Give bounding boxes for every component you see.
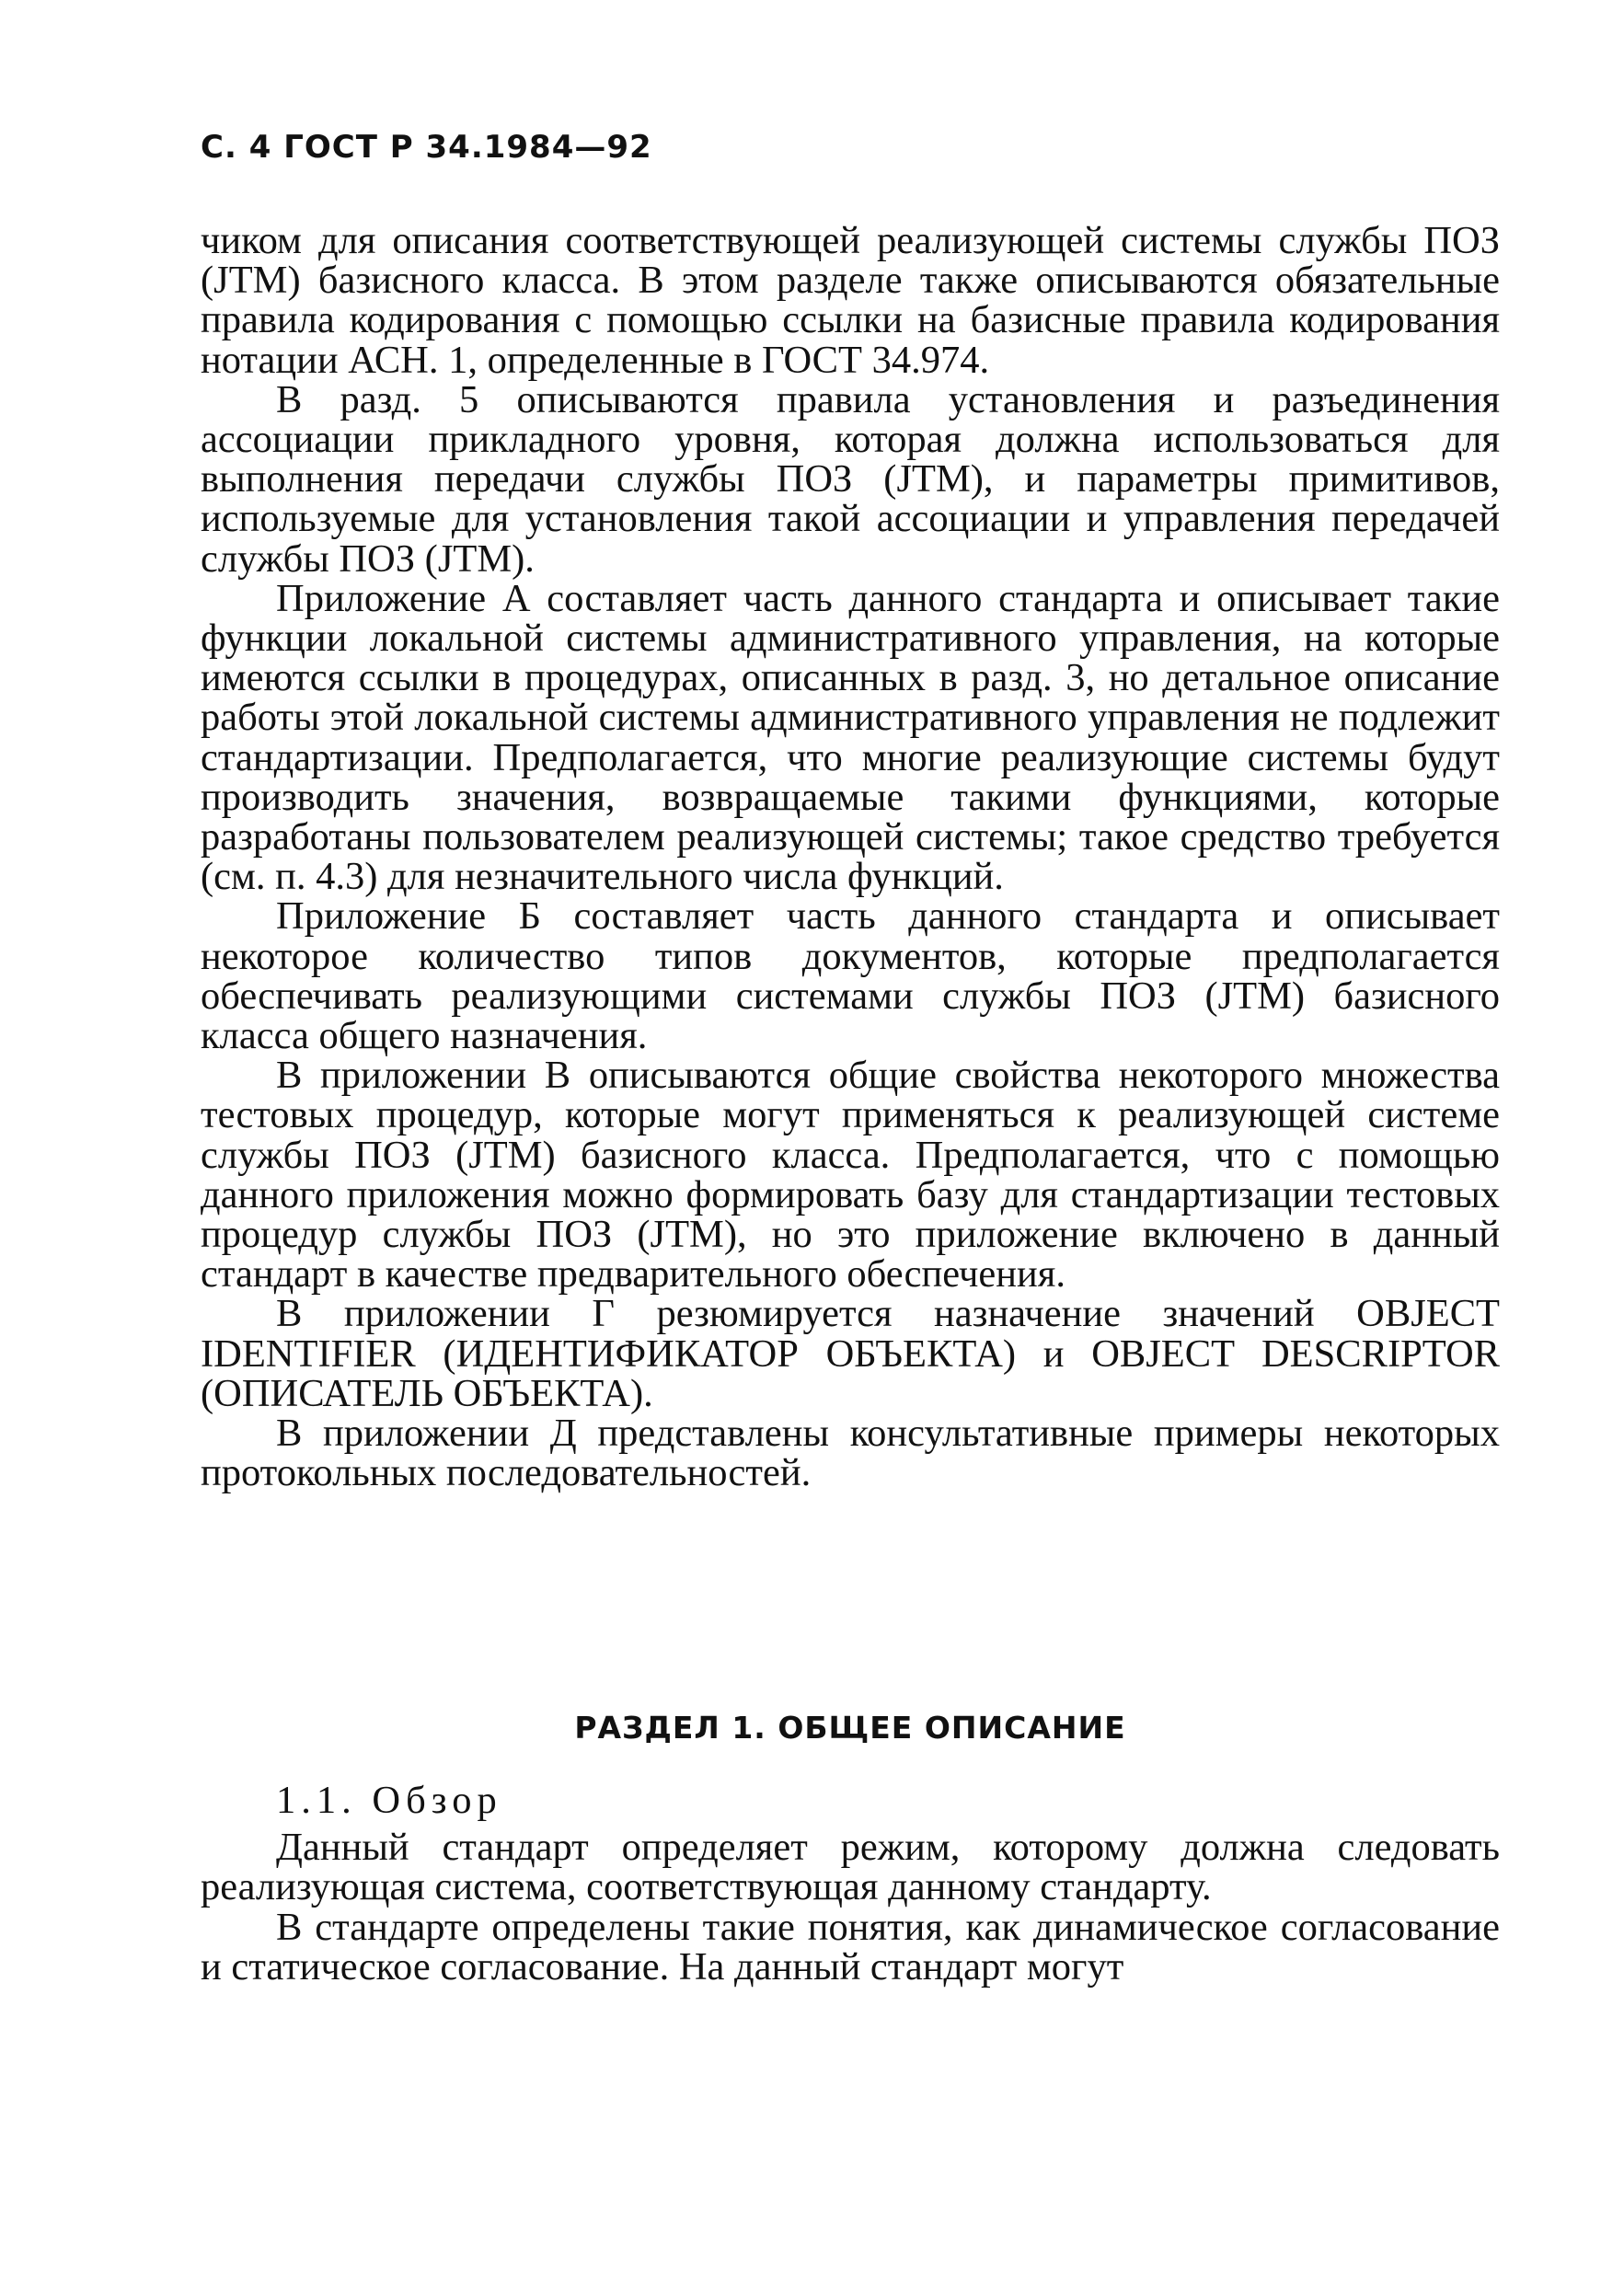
- paragraph: В стандарте определены такие понятия, как динамическое согласование и статическое согласование. На данный стандарт могут: [201, 1905, 1500, 1989]
- paragraph: Данный стандарт определяет режим, которому должна следовать реализующая система, соответствующая данному стандарту.: [201, 1826, 1500, 1909]
- paragraph: В приложении В описываются общие свойства некоторого множества тестовых процедур, которые могут применяться к реализующей системе службы ПОЗ (JTM) базисного класса. Предполагается, что с помощью данного приложения можно формировать базу для стандартизации тестовых процедур службы ПОЗ (JTM), но это приложение включено в данный стандарт в качестве предварительного обеспечения.: [201, 1054, 1500, 1297]
- subsection-title: 1.1. Обзор: [276, 1779, 502, 1822]
- running-head: С. 4 ГОСТ Р 34.1984—92: [201, 129, 652, 166]
- section-body: [201, 1781, 1500, 1987]
- paragraph: В приложении Д представлены консультативные примеры некоторых протокольных последовательностей.: [201, 1412, 1500, 1495]
- paragraph: В разд. 5 описываются правила установления и разъединения ассоциации прикладного уровня, которая должна использоваться для выполнения передачи службы ПОЗ (JTM), и параметры примитивов, используемые для установления такой ассоциации и управления передачей службы ПОЗ (JTM).: [201, 377, 1500, 581]
- paragraph: чиком для описания соответствующей реализующей системы службы ПОЗ (JTM) базисного класса. В этом разделе также описываются обязательные правила кодирования с помощью ссылки на базисные правила кодирования нотации АСН. 1, определенные в ГОСТ 34.974.: [201, 219, 1500, 382]
- section-heading: РАЗДЕЛ 1. ОБЩЕЕ ОПИСАНИЕ: [574, 1710, 1126, 1746]
- paragraph: Приложение Б составляет часть данного стандарта и описывает некоторое количество типов документов, которые предполагается обеспечивать реализующими системами службы ПОЗ (JTM) базисного класса общего назначения.: [201, 894, 1500, 1058]
- intro-text: [201, 221, 1500, 1493]
- paragraph: Приложение А составляет часть данного стандарта и описывает такие функции локальной системы административного управления, на которые имеются ссылки в процедурах, описанных в разд. 3, но детальное описание работы этой локальной системы административного управления не подлежит стандартизации. Предполагается, что многие реализующие системы будут производить значения, возвращаемые такими функциями, которые разработаны пользователем реализующей системы; такое средство требуется (см. п. 4.3) для незначительного числа функций.: [201, 576, 1500, 899]
- paragraph: В приложении Г резюмируется назначение значений OBJECT IDENTIFIER (ИДЕНТИФИКАТОР ОБЪЕКТА) и OBJECT DESCRIPTOR (ОПИСАТЕЛЬ ОБЪЕКТА).: [201, 1292, 1500, 1415]
